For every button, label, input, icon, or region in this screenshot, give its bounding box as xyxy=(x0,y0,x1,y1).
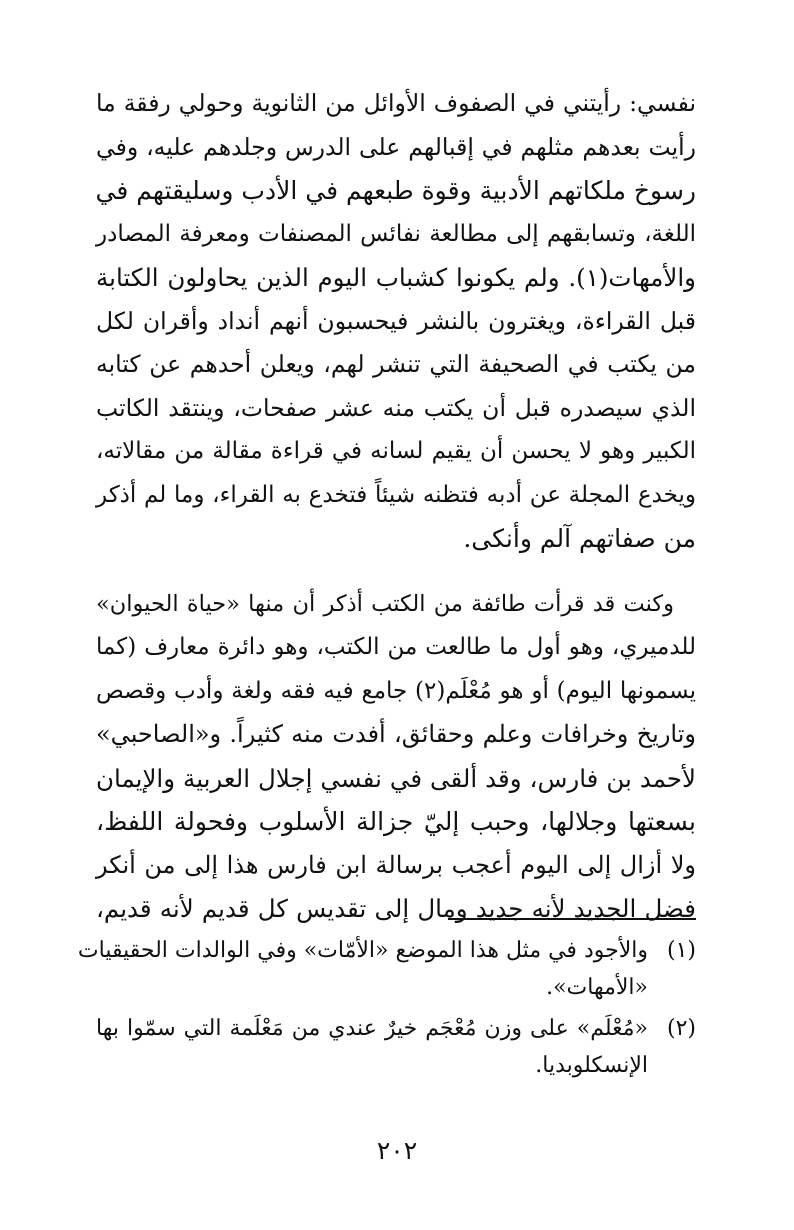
text-line: من صفاتهم آلم وأنكى. xyxy=(463,524,696,553)
text-line: وكنت قد قرأت طائفة من الكتب أذكر أن منها «حياة الحيوان» xyxy=(96,590,674,617)
page-number: ٢٠٢ xyxy=(376,1136,418,1165)
footnote-2 xyxy=(96,1010,696,1084)
footnote-line: «الأمهات». xyxy=(546,975,648,1000)
footnote-number: (١) xyxy=(666,938,696,963)
text-line: الذي سيصدره قبل أن يكتب منه عشر صفحات، وينتقد الكاتب xyxy=(96,393,696,422)
paragraph-1 xyxy=(96,82,696,561)
footnote-line: الإنسكلوبديا. xyxy=(535,1053,648,1078)
paragraph-2 xyxy=(96,583,696,931)
text-line: لأحمد بن فارس، وقد ألقى في نفسي إجلال العربية والإيمان xyxy=(96,763,696,793)
text-line: بسعتها وجلالها، وحبب إليّ جزالة الأسلوب وفحولة اللفظ، xyxy=(96,807,696,836)
footnote-text xyxy=(96,1010,648,1084)
main-text xyxy=(96,82,696,931)
text-line: رأيت بعدهم مثلهم في إقبالهم على الدرس وجلدهم عليه، وفي xyxy=(96,132,696,161)
text-line: من يكتب في الصحيفة التي تنشر لهم، ويعلن أحدهم عن كتابه xyxy=(96,350,696,378)
footnote-number: (٢) xyxy=(666,1016,696,1041)
footnote-text xyxy=(78,932,648,1006)
text-line: يسمونها اليوم) أو هو مُعْلَم(٢) جامع فيه فقه ولغة وأدب وقصص xyxy=(96,677,697,704)
footnote-line: والأجود في مثل هذا الموضع «الأمّات» وفي الوالدات الحقيقيات xyxy=(77,938,648,963)
footnote-separator xyxy=(448,918,696,920)
text-line: رسوخ ملكاتهم الأدبية وقوة طبعهم في الأدب وسليقتهم في xyxy=(95,176,696,205)
text-line: وتاريخ وخرافات وعلم وحقائق، أفدت منه كثيراً. و«الصاحبي» xyxy=(96,720,696,748)
text-line: والأمهات(١). ولم يكونوا كشباب اليوم الذين يحاولون الكتابة xyxy=(96,263,696,292)
text-line: اللغة، وتسابقهم إلى مطالعة نفائس المصنفات ومعرفة المصادر xyxy=(96,220,696,247)
text-line: نفسي: رأيتني في الصفوف الأوائل من الثانوية وحولي رفقة ما xyxy=(96,89,696,117)
footnotes xyxy=(77,932,696,1084)
text-line: للدميري، وهو أول ما طالعت من الكتب، وهو دائرة معارف (كما xyxy=(96,634,696,660)
text-line: ولا أزال إلى اليوم أعجب برسالة ابن فارس هذا إلى من أنكر xyxy=(96,850,696,879)
footnote-line: «مُعْلَم» على وزن مُعْجَم خيرٌ عندي من مَعْلَمة التي سمّوا بها xyxy=(96,1016,648,1041)
text-line: ويخدع المجلة عن أدبه فتظنه شيئاً فتخدع به القراء، وما لم أذكر xyxy=(96,481,696,508)
text-line: فضل الجديد لأنه جديد ومال إلى تقديس كل قديم لأنه قديم، xyxy=(96,894,696,923)
text-line: قبل القراءة، ويغترون بالنشر فيحسبون أنهم أنداد وأقران لكل xyxy=(96,306,696,335)
text-line: الكبير وهو لا يحسن أن يقيم لسانه في قراءة مقالة من مقالاته، xyxy=(96,438,696,464)
footnote-1 xyxy=(77,932,696,1006)
